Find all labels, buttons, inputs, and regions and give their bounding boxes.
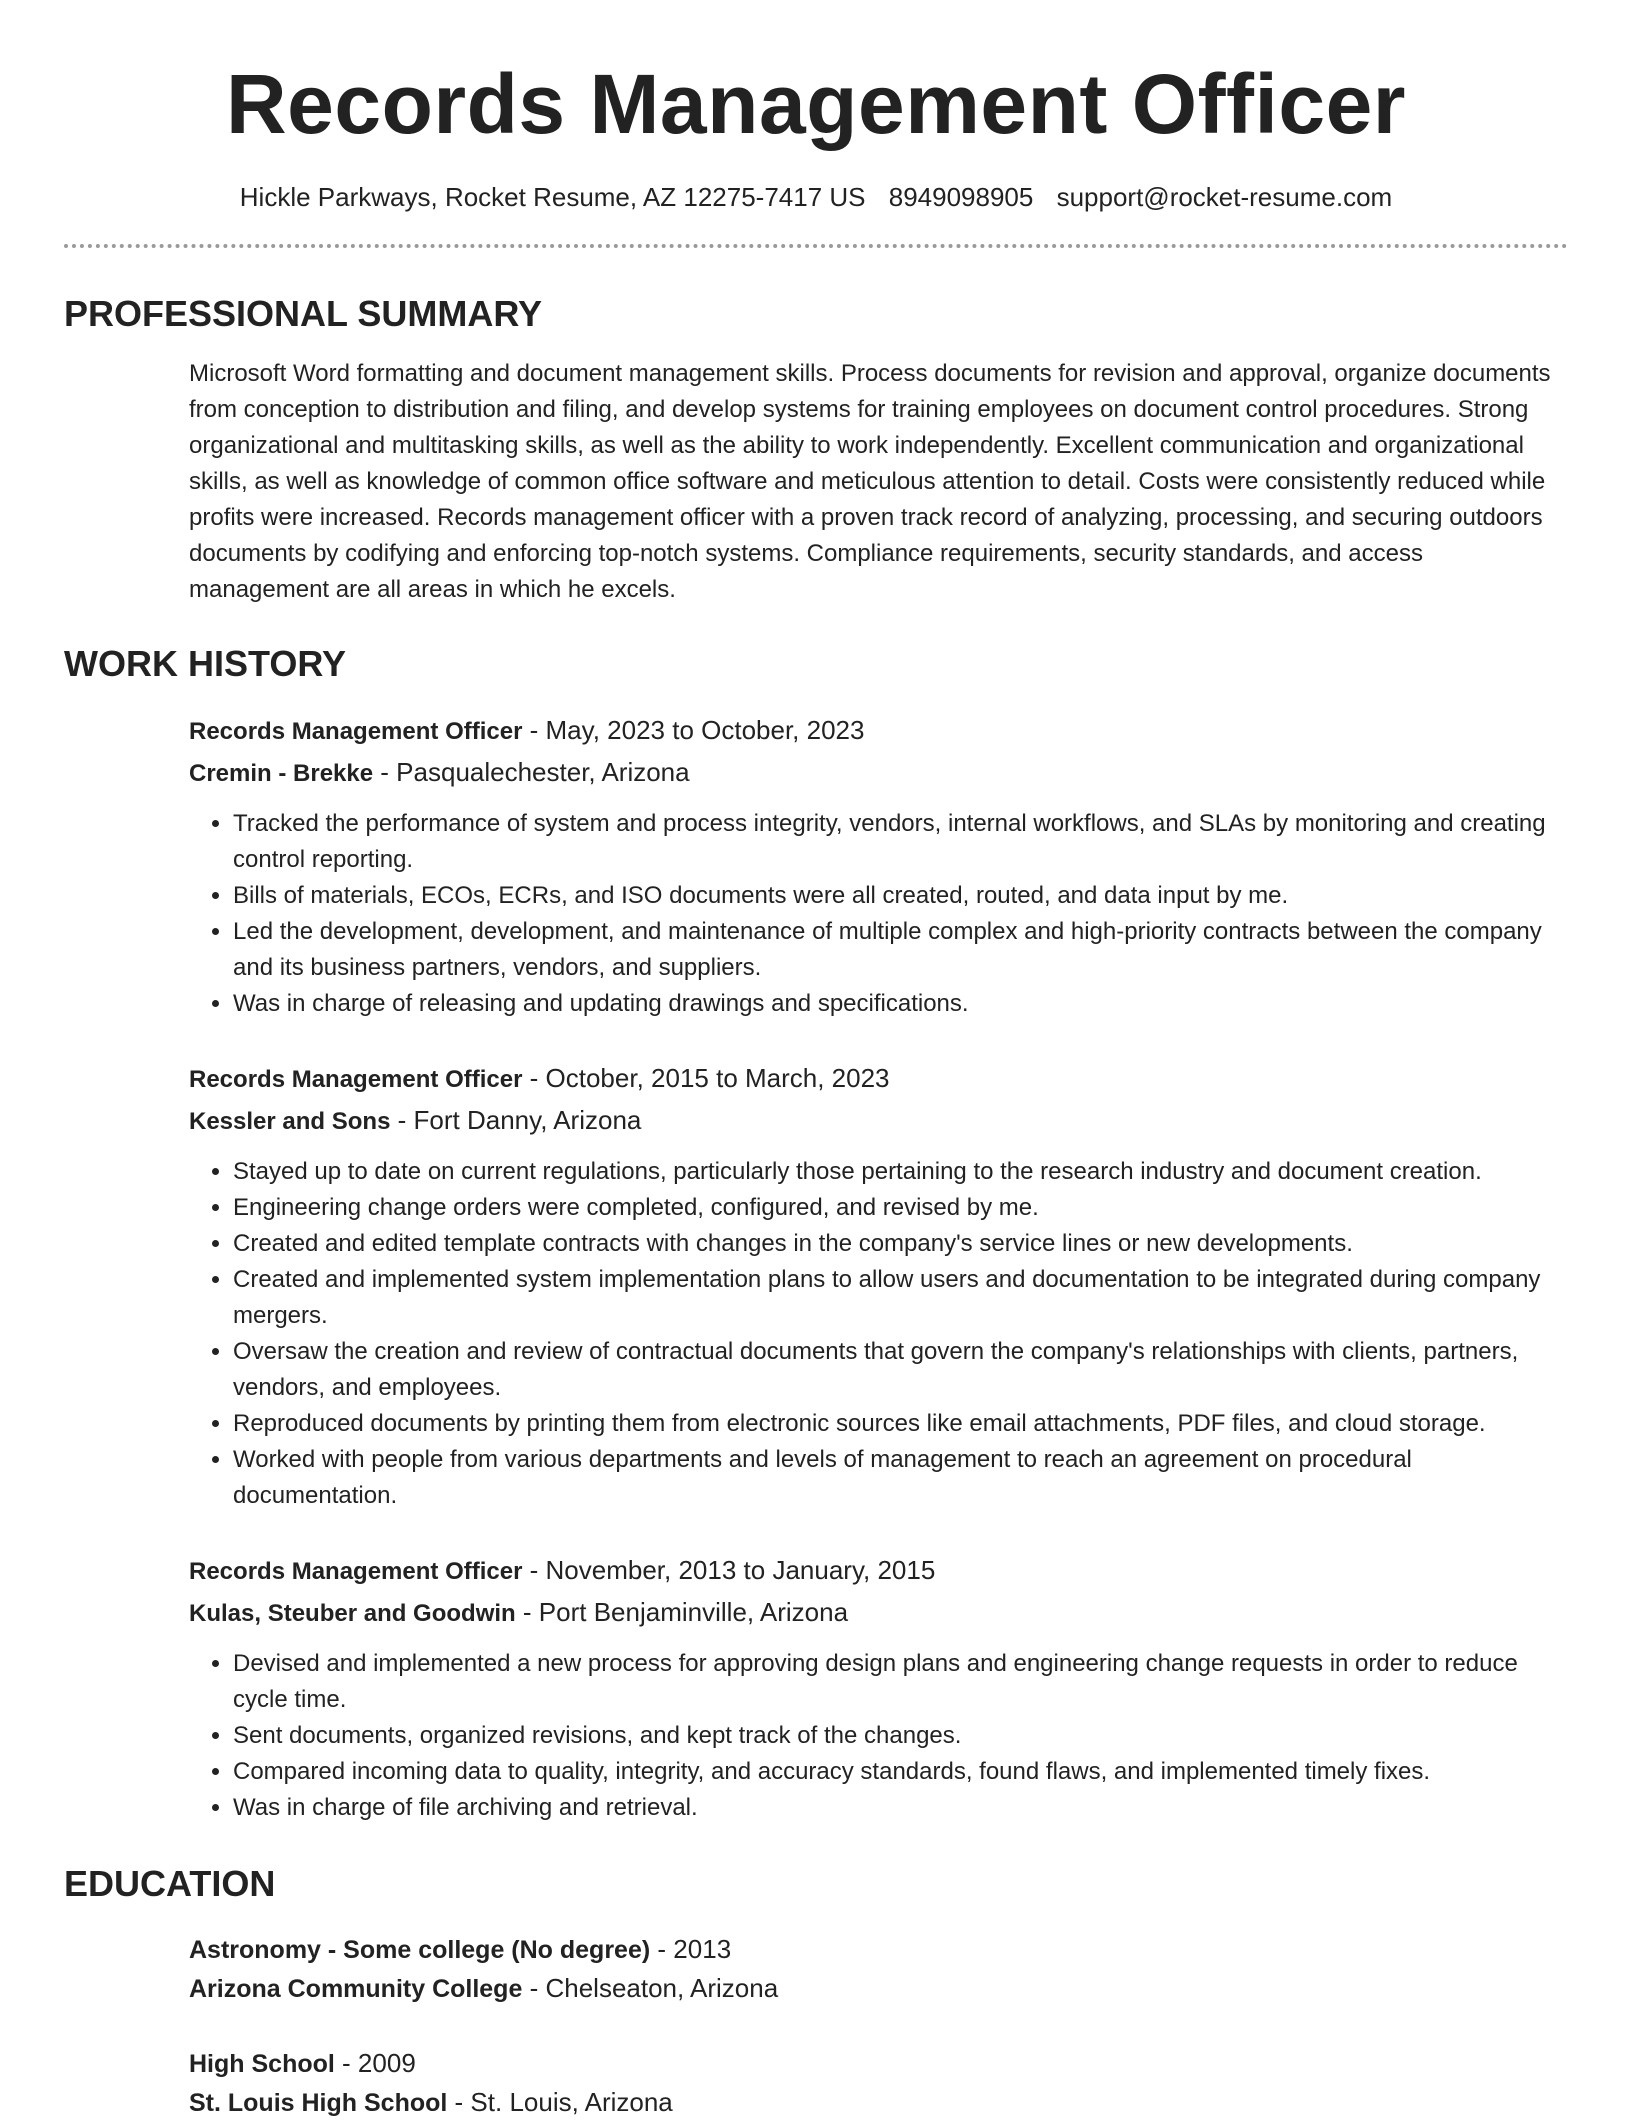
candidate-name: Records Management Officer	[226, 57, 1406, 151]
job-bullet: • Reproduced documents by printing them from electronic sources like email attachments, PDF files, and cloud storage.	[233, 1406, 1568, 1442]
summary-title: PROFESSIONAL SUMMARY	[64, 293, 543, 334]
education-section	[64, 1862, 1568, 2122]
education-school-line	[189, 2083, 1568, 2122]
education-school: St. Louis High School	[189, 2089, 448, 2117]
job-bullet: • Tracked the performance of system and process integrity, vendors, internal workflows, and SLAs by monitoring and creating control reporting.	[233, 806, 1568, 878]
job-bullet: • Worked with people from various departments and levels of management to reach an agreement on procedural documentation.	[233, 1442, 1568, 1514]
job-company-line	[189, 1100, 1568, 1142]
education-location: - St. Louis, Arizona	[447, 2087, 673, 2117]
contact-email: support@rocket-resume.com	[1056, 182, 1393, 212]
job-bullet: • Compared incoming data to quality, integrity, and accuracy standards, found flaws, and implemented timely fixes.	[233, 1754, 1568, 1790]
job-location: - Pasqualechester, Arizona	[373, 757, 690, 787]
job-bullet: • Oversaw the creation and review of contractual documents that govern the company's relationships with clients, partners, vendors, and employees.	[233, 1334, 1568, 1406]
job-bullet: • Stayed up to date on current regulations, particularly those pertaining to the research industry and document creation.	[233, 1154, 1568, 1190]
education-list	[189, 1930, 1568, 2122]
job-bullets	[189, 1154, 1568, 1514]
education-school: Arizona Community College	[189, 1975, 523, 2003]
job-company: Kessler and Sons	[189, 1108, 391, 1135]
job-title-line	[189, 1058, 1568, 1100]
summary-text: Microsoft Word formatting and document management skills. Process documents for revision and approval, organize documents from conception to distribution and filing, and develop systems for training employees on document control procedures. Strong organizational and multitasking skills, as well as the ability to work independently. Excellent communication and organizational skills, as well as knowledge of common office software and meticulous attention to detail. Costs were consistently reduced while profits were increased. Records management officer with a proven track record of analyzing, processing, and securing outdoors documents by codifying and enforcing top-notch systems. Compliance requirements, security standards, and access management are all areas in which he excels.	[189, 360, 1551, 603]
job-company-line	[189, 1592, 1568, 1634]
job-bullet: • Led the development, development, and maintenance of multiple complex and high-priority contracts between the company and its business partners, vendors, and suppliers.	[233, 914, 1568, 986]
contact-line	[64, 180, 1568, 214]
job-bullet: • Engineering change orders were completed, configured, and revised by me.	[233, 1190, 1568, 1226]
job-role: Records Management Officer	[189, 1558, 523, 1585]
education-degree-line	[189, 1930, 1568, 1969]
job-role: Records Management Officer	[189, 1066, 523, 1093]
summary-section	[64, 292, 1568, 608]
job-dates: - May, 2023 to October, 2023	[522, 715, 865, 745]
job-entry	[189, 710, 1568, 1022]
education-entry	[189, 1930, 1568, 2008]
job-dates: - October, 2015 to March, 2023	[522, 1063, 890, 1093]
job-title-line	[189, 1550, 1568, 1592]
job-bullet: • Was in charge of file archiving and retrieval.	[233, 1790, 1568, 1826]
education-degree: Astronomy - Some college (No degree)	[189, 1936, 651, 1964]
contact-address: Hickle Parkways, Rocket Resume, AZ 12275-7417 US	[239, 182, 866, 212]
work-history-section	[64, 642, 1568, 1826]
education-degree: High School	[189, 2050, 335, 2078]
job-bullets	[189, 806, 1568, 1022]
job-location: - Fort Danny, Arizona	[390, 1105, 642, 1135]
education-degree-line	[189, 2044, 1568, 2083]
job-company: Cremin - Brekke	[189, 760, 374, 787]
education-school-line	[189, 1969, 1568, 2008]
job-bullet: • Sent documents, organized revisions, and kept track of the changes.	[233, 1718, 1568, 1754]
job-role: Records Management Officer	[189, 718, 523, 745]
job-bullet: • Created and edited template contracts with changes in the company's service lines or new developments.	[233, 1226, 1568, 1262]
job-bullet: • Bills of materials, ECOs, ECRs, and ISO documents were all created, routed, and data input by me.	[233, 878, 1568, 914]
education-entry	[189, 2044, 1568, 2122]
job-company: Kulas, Steuber and Goodwin	[189, 1600, 516, 1627]
education-location: - Chelseaton, Arizona	[522, 1973, 779, 2003]
education-title: EDUCATION	[64, 1863, 276, 1904]
education-year: - 2013	[650, 1934, 732, 1964]
job-entry	[189, 1550, 1568, 1826]
job-dates: - November, 2013 to January, 2015	[522, 1555, 936, 1585]
job-bullets	[189, 1646, 1568, 1826]
job-list	[189, 710, 1568, 1826]
header-divider	[64, 244, 1568, 248]
job-company-line	[189, 752, 1568, 794]
work-history-title: WORK HISTORY	[64, 643, 347, 684]
job-location: - Port Benjaminville, Arizona	[515, 1597, 849, 1627]
education-year: - 2009	[334, 2048, 416, 2078]
resume-header	[64, 56, 1568, 248]
job-bullet: • Was in charge of releasing and updating drawings and specifications.	[233, 986, 1568, 1022]
contact-phone: 8949098905	[888, 182, 1034, 212]
job-bullet: • Created and implemented system implementation plans to allow users and documentation to be integrated during company mergers.	[233, 1262, 1568, 1334]
job-title-line	[189, 710, 1568, 752]
job-entry	[189, 1058, 1568, 1514]
job-bullet: • Devised and implemented a new process for approving design plans and engineering change requests in order to reduce cycle time.	[233, 1646, 1568, 1718]
